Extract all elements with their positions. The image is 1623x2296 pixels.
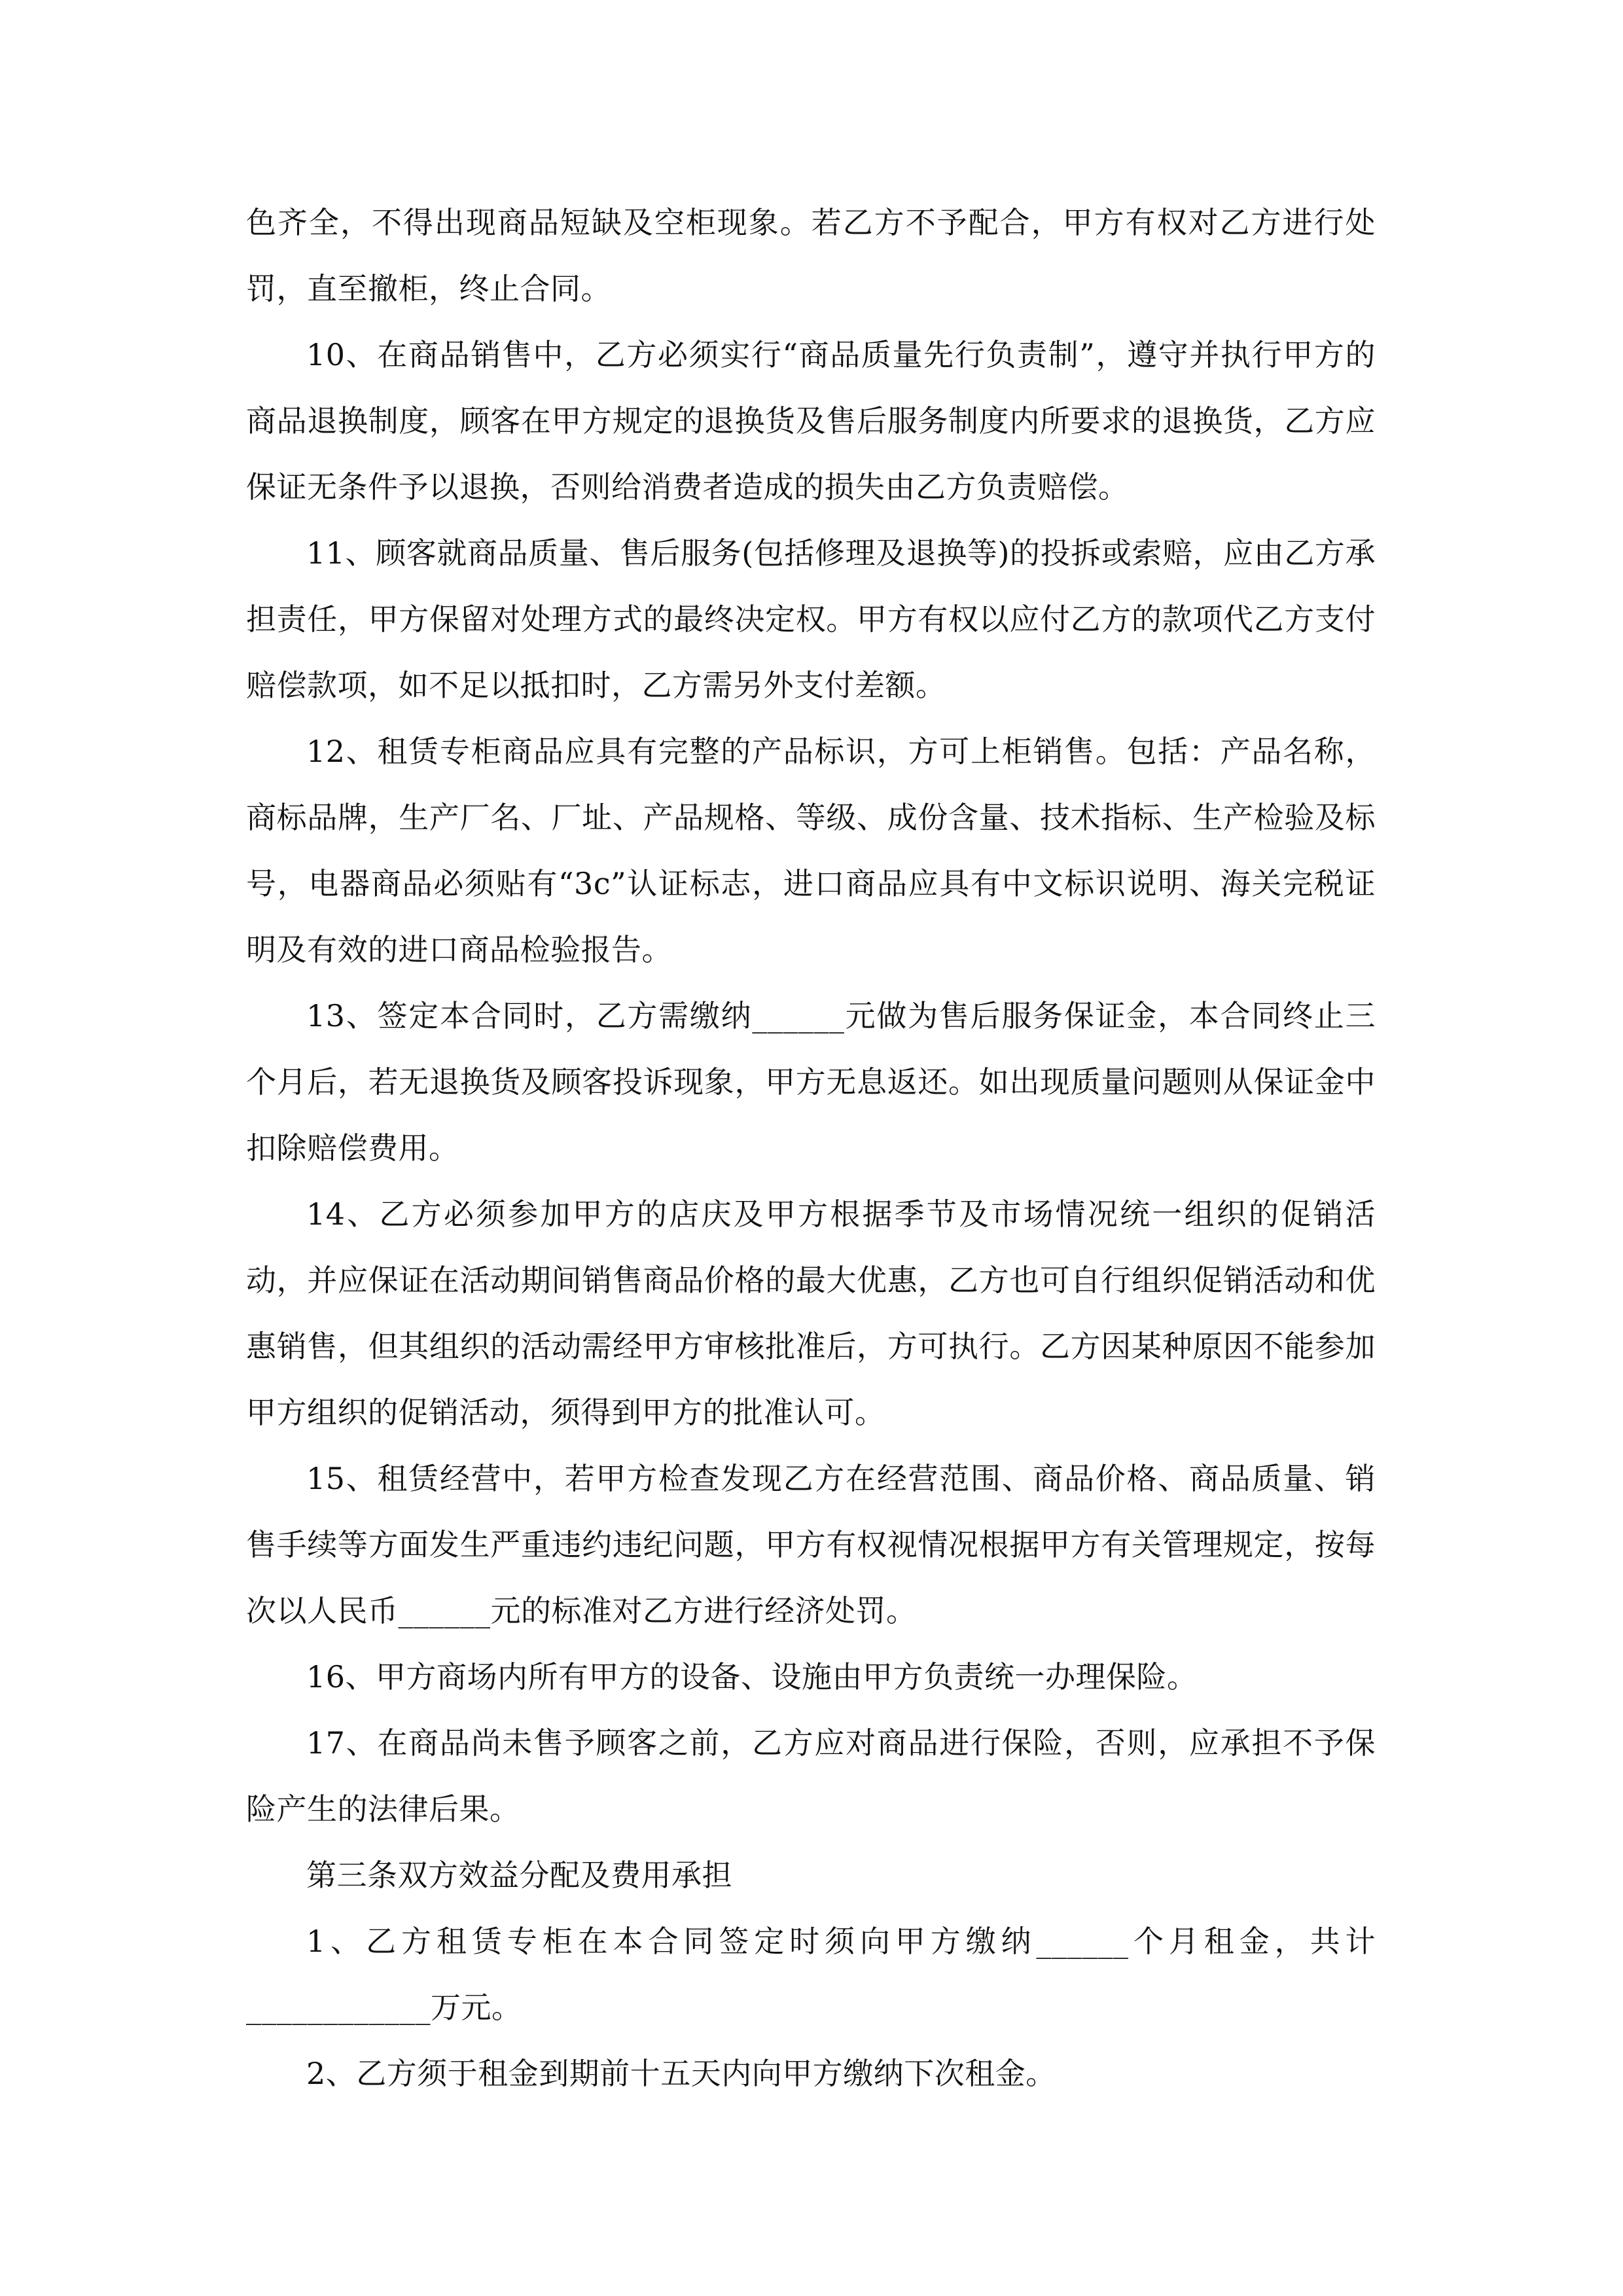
paragraph-continuation: 色齐全，不得出现商品短缺及空柜现象。若乙方不予配合，甲方有权对乙方进行处罚，直至撤柜，终止合同。 bbox=[246, 205, 1376, 306]
paragraph-clause-17: 17、在商品尚未售予顾客之前，乙方应对商品进行保险，否则，应承担不予保险产生的法律后果。 bbox=[246, 1725, 1376, 1827]
paragraph-clause-15: 15、租赁经营中，若甲方检查发现乙方在经营范围、商品价格、商品质量、销售手续等方面发生严重违约违纪问题，甲方有权视情况根据甲方有关管理规定，按每次以人民币______元的标准对乙方进行经济处罚。 bbox=[246, 1461, 1376, 1628]
paragraph-article-3-item-2: 2、乙方须于租金到期前十五天内向甲方缴纳下次租金。 bbox=[306, 2056, 1056, 2091]
paragraph-clause-10: 10、在商品销售中，乙方必须实行“商品质量先行负责制”，遵守并执行甲方的商品退换制度，顾客在甲方规定的退换货及售后服务制度内所要求的退换货，乙方应保证无条件予以退换，否则给消费者造成的损失由乙方负责赔偿。 bbox=[246, 337, 1376, 505]
paragraph-clause-16: 16、甲方商场内所有甲方的设备、设施由甲方负责统一办理保险。 bbox=[306, 1659, 1198, 1695]
paragraph-clause-12: 12、租赁专柜商品应具有完整的产品标识，方可上柜销售。包括：产品名称，商标品牌，生产厂名、厂址、产品规格、等级、成份含量、技术指标、生产检验及标号，电器商品必须贴有“3c”认证标志，进口商品应具有中文标识说明、海关完税证明及有效的进口商品检验报告。 bbox=[246, 734, 1376, 967]
paragraph-article-3-item-1: 1、乙方租赁专柜在本合同签定时须向甲方缴纳______个月租金，共计____________万元。 bbox=[246, 1924, 1376, 2025]
section-heading-article-3: 第三条双方效益分配及费用承担 bbox=[306, 1857, 732, 1893]
paragraph-clause-13: 13、签定本合同时，乙方需缴纳______元做为售后服务保证金，本合同终止三个月后，若无退换货及顾客投诉现象，甲方无息返还。如出现质量问题则从保证金中扣除赔偿费用。 bbox=[246, 998, 1376, 1166]
paragraph-clause-11: 11、顾客就商品质量、售后服务(包括修理及退换等)的投拆或索赔，应由乙方承担责任，甲方保留对处理方式的最终决定权。甲方有权以应付乙方的款项代乙方支付赔偿款项，如不足以抵扣时，乙方需另外支付差额。 bbox=[246, 535, 1376, 703]
paragraph-clause-14: 14、乙方必须参加甲方的店庆及甲方根据季节及市场情况统一组织的促销活动，并应保证在活动期间销售商品价格的最大优惠，乙方也可自行组织促销活动和优惠销售，但其组织的活动需经甲方审核批准后，方可执行。乙方因某种原因不能参加甲方组织的促销活动，须得到甲方的批准认可。 bbox=[246, 1196, 1376, 1430]
